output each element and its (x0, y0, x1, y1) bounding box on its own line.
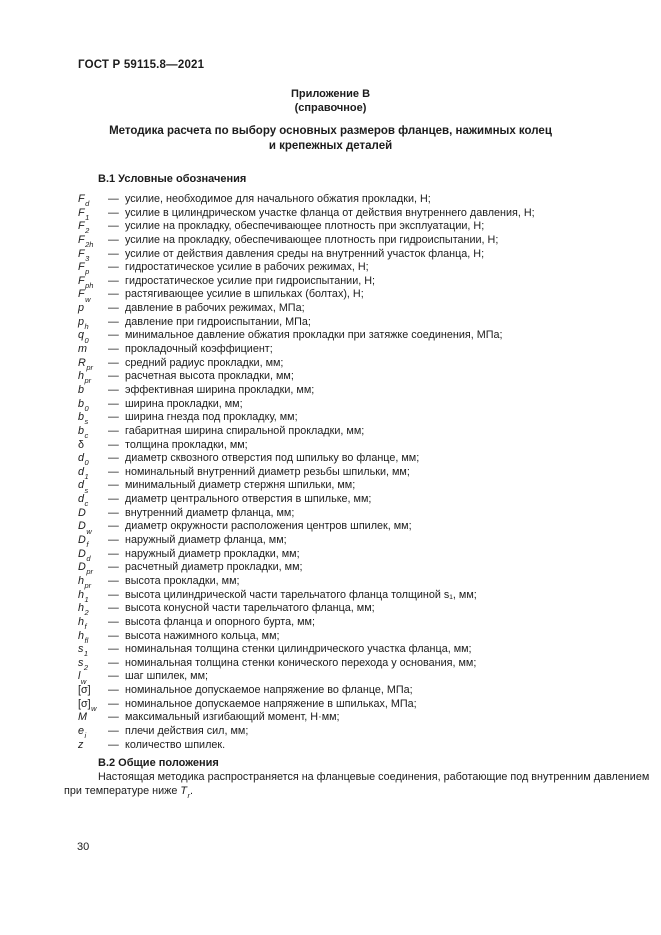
symbol-definition-row (78, 411, 618, 425)
symbol-definition-row (78, 425, 618, 439)
definition-dash: — (108, 329, 119, 342)
symbol-definition-row (78, 288, 618, 302)
symbol-definition-row (78, 589, 618, 603)
appendix-label: Приложение В (290, 88, 371, 100)
document-code: ГОСТ Р 59115.8—2021 (78, 59, 205, 71)
definition-dash: — (108, 574, 119, 587)
symbol: $e_i$ (78, 724, 87, 741)
symbol: $h_1$ (78, 588, 89, 604)
definition-dash: — (108, 343, 119, 356)
symbol: $F_{2h}$ (78, 233, 94, 250)
symbol: $F_2$ (78, 220, 90, 236)
definition-dash: — (108, 370, 119, 383)
symbol: $p_h$ (78, 315, 89, 331)
symbol: $b_0$ (78, 397, 89, 413)
symbol: $s_2$ (78, 656, 89, 672)
symbol-definition-row (78, 466, 618, 480)
title-line-1: Методика расчета по выбору основных размеров фланцев, нажимных колец (109, 125, 552, 137)
symbol: $d_0$ (78, 452, 89, 468)
symbol-description: минимальный диаметр стержня шпильки, мм; (125, 479, 356, 492)
definition-dash: — (108, 670, 119, 683)
symbol-definition-row (78, 670, 618, 684)
symbol-description: ширина прокладки, мм; (125, 397, 243, 410)
definition-dash: — (108, 411, 119, 424)
symbol-definition-row (78, 493, 618, 507)
symbol: $F_{ph}$ (78, 274, 94, 290)
symbol: $D_w$ (78, 520, 92, 536)
definition-dash: — (108, 424, 119, 437)
definition-dash: — (108, 711, 119, 724)
symbol: $s_1$ (78, 643, 89, 659)
symbol-description: усилие, необходимое для начального обжатия прокладки, Н; (125, 193, 431, 205)
symbol-description: средний радиус прокладки, мм; (125, 356, 284, 369)
definition-dash: — (108, 206, 119, 219)
temperature-symbol: T (180, 784, 187, 797)
definition-dash: — (108, 602, 119, 615)
symbol-definition-row (78, 220, 618, 234)
symbol-description: расчетный диаметр прокладки, мм; (125, 561, 303, 574)
symbol: $b_c$ (78, 424, 89, 441)
symbol: $l_w$ (78, 670, 87, 686)
symbol-description: гидростатическое усилие при гидроиспытании, Н; (125, 274, 376, 287)
symbol-definition-row (78, 630, 618, 644)
symbol: D (78, 506, 86, 519)
symbol-description: наружный диаметр прокладки, мм; (125, 547, 300, 560)
symbol-list (78, 193, 618, 752)
definition-dash: — (108, 615, 119, 628)
definition-dash: — (108, 465, 119, 478)
symbol: [σ] (78, 684, 91, 697)
symbol-description: количество шпилек. (125, 738, 226, 751)
symbol-definition-row (78, 357, 618, 371)
page-number: 30 (77, 841, 90, 853)
symbol: $d_s$ (78, 479, 89, 495)
definition-dash: — (108, 656, 119, 669)
symbol-definition-row (78, 398, 618, 412)
symbol-description: диаметр центрального отверстия в шпильке, мм; (125, 493, 372, 506)
symbol-description: номинальная толщина стенки конического перехода у основания, мм; (125, 656, 477, 669)
symbol: m (78, 343, 87, 356)
symbol-definition-row (78, 193, 618, 207)
symbol-description: усилие от действия давления среды на внутренний участок фланца, Н; (125, 247, 485, 260)
definition-dash: — (108, 383, 119, 396)
symbol-description: высота цилиндрической части тарельчатого фланца толщиной s₁, мм; (125, 588, 477, 601)
symbol: $F_p$ (78, 261, 90, 277)
symbol-definition-row (78, 725, 618, 739)
symbol-description: усилие на прокладку, обеспечивающее плотность при гидроиспытании, Н; (125, 233, 499, 246)
general-provisions-paragraph (64, 771, 650, 800)
symbol-description: минимальное давление обжатия прокладки при затяжке соединения, МПа; (125, 329, 503, 342)
symbol: p (78, 302, 85, 315)
definition-dash: — (108, 274, 119, 287)
symbol-description: гидростатическое усилие в рабочих режимах, Н; (125, 261, 369, 274)
definition-dash: — (108, 629, 119, 642)
symbol-definition-row (78, 302, 618, 316)
symbol-description: номинальная толщина стенки цилиндрического участка фланца, мм; (125, 643, 472, 656)
symbol: $h_f$ (78, 615, 87, 632)
symbol: $h_{pr}$ (78, 370, 92, 386)
symbol: $D_d$ (78, 547, 91, 563)
symbol-description: максимальный изгибающий момент, Н·мм; (125, 711, 340, 724)
symbol-definition-row (78, 534, 618, 548)
symbol-description: плечи действия сил, мм; (125, 724, 249, 737)
symbol-description: усилие в цилиндрическом участке фланца от действия внутреннего давления, Н; (125, 206, 535, 219)
definition-dash: — (108, 493, 119, 506)
paragraph-line2: при температуре ниже $T_r$. (64, 784, 193, 800)
definition-dash: — (108, 397, 119, 410)
symbol-definition-row (78, 698, 618, 712)
symbol-definition-row (78, 548, 618, 562)
definition-dash: — (108, 220, 119, 233)
symbol-definition-row (78, 248, 618, 262)
symbol: $h_2$ (78, 602, 89, 618)
symbol-definition-row (78, 343, 618, 357)
symbol: $[\sigma]_w$ (78, 697, 97, 713)
definition-dash: — (108, 697, 119, 710)
symbol-description: усилие на прокладку, обеспечивающее плотность при эксплуатации, Н; (125, 220, 485, 233)
symbol-description: высота прокладки, мм; (125, 574, 240, 587)
definition-dash: — (108, 738, 119, 751)
symbol: $h_{fl}$ (78, 629, 89, 645)
symbol-definition-row (78, 684, 618, 698)
symbol-definition-row (78, 316, 618, 330)
symbol-definition-row (78, 657, 618, 671)
document-title (0, 124, 661, 153)
definition-dash: — (108, 643, 119, 656)
symbol-description: толщина прокладки, мм; (125, 438, 248, 451)
symbol: z (78, 738, 84, 751)
symbol-definition-row (78, 479, 618, 493)
symbol: $q_0$ (78, 329, 89, 345)
symbol-description: давление в рабочих режимах, МПа; (125, 302, 305, 315)
symbol-definition-row (78, 575, 618, 589)
definition-dash: — (108, 561, 119, 574)
symbol-definition-row (78, 561, 618, 575)
symbol-description: номинальный внутренний диаметр резьбы шпильки, мм; (125, 465, 410, 478)
symbol-description: диаметр окружности расположения центров шпилек, мм; (125, 520, 412, 533)
definition-dash: — (108, 724, 119, 737)
definition-dash: — (108, 233, 119, 246)
symbol-description: номинальное допускаемое напряжение во фланце, МПа; (125, 684, 413, 697)
appendix-type: (справочное) (294, 101, 367, 114)
definition-dash: — (108, 247, 119, 260)
paragraph-line1: Настоящая методика распространяется на фланцевые соединения, работающие под внутренним давлением (98, 771, 650, 783)
symbol: $b_s$ (78, 411, 89, 427)
symbol-definition-row (78, 234, 618, 248)
symbol-definition-row (78, 507, 618, 521)
symbol-description: диаметр сквозного отверстия под шпильку во фланце, мм; (125, 452, 420, 465)
symbol: b (78, 383, 85, 396)
symbol-description: растягивающее усилие в шпильках (болтах), Н; (125, 288, 364, 301)
title-line-2: и крепежных деталей (268, 139, 393, 152)
definition-dash: — (108, 588, 119, 601)
symbol-definition-row (78, 452, 618, 466)
symbol: δ (78, 438, 85, 451)
symbol-definition-row (78, 711, 618, 725)
symbol-description: давление при гидроиспытании, МПа; (125, 315, 311, 328)
symbol-definition-row (78, 329, 618, 343)
symbol: $F_d$ (78, 193, 90, 209)
symbol: $F_w$ (78, 288, 91, 304)
symbol-definition-row (78, 739, 618, 753)
symbol-definition-row (78, 616, 618, 630)
symbol: $d_c$ (78, 493, 89, 509)
symbol-description: шаг шпилек, мм; (125, 670, 209, 683)
symbol-definition-row (78, 520, 618, 534)
definition-dash: — (108, 520, 119, 533)
symbol-description: прокладочный коэффициент; (125, 343, 273, 356)
definition-dash: — (108, 534, 119, 547)
symbol: $F_3$ (78, 247, 90, 263)
symbol: $R_{pr}$ (78, 356, 93, 372)
symbol-description: номинальное допускаемое напряжение в шпильках, МПа; (125, 697, 417, 710)
symbol-definition-row (78, 384, 618, 398)
symbol-definition-row (78, 643, 618, 657)
symbol-definition-row (78, 602, 618, 616)
symbol: $h_{pr}$ (78, 574, 92, 591)
symbol: M (78, 711, 87, 724)
symbol-description: высота фланца и опорного бурта, мм; (125, 615, 315, 628)
definition-dash: — (108, 452, 119, 465)
definition-dash: — (108, 302, 119, 315)
symbol-description: высота конусной части тарельчатого фланца, мм; (125, 602, 375, 615)
symbol-definition-row (78, 261, 618, 275)
definition-dash: — (108, 193, 119, 205)
symbol: $D_{pr}$ (78, 561, 93, 577)
symbol: $d_1$ (78, 465, 89, 481)
definition-dash: — (108, 261, 119, 274)
definition-dash: — (108, 547, 119, 560)
definition-dash: — (108, 479, 119, 492)
symbol-definition-row (78, 370, 618, 384)
definition-dash: — (108, 315, 119, 328)
symbol: $D_f$ (78, 534, 89, 550)
appendix-block (0, 88, 661, 115)
definition-dash: — (108, 356, 119, 369)
symbol: $F_1$ (78, 206, 90, 222)
symbol-description: габаритная ширина спиральной прокладки, мм; (125, 424, 365, 437)
symbol-description: расчетная высота прокладки, мм; (125, 370, 294, 383)
definition-dash: — (108, 288, 119, 301)
symbol-description: внутренний диаметр фланца, мм; (125, 506, 295, 519)
section-b2-heading: В.2 Общие положения (98, 757, 219, 769)
definition-dash: — (108, 438, 119, 451)
symbol-description: высота нажимного кольца, мм; (125, 629, 280, 642)
symbol-description: эффективная ширина прокладки, мм; (125, 383, 315, 396)
symbol-description: наружный диаметр фланца, мм; (125, 534, 287, 547)
symbol-definition-row (78, 275, 618, 289)
definition-dash: — (108, 506, 119, 519)
symbol-definition-row (78, 207, 618, 221)
definition-dash: — (108, 684, 119, 697)
symbol-definition-row (78, 439, 618, 453)
section-b1-heading: В.1 Условные обозначения (98, 173, 247, 185)
symbol-description: ширина гнезда под прокладку, мм; (125, 411, 298, 424)
